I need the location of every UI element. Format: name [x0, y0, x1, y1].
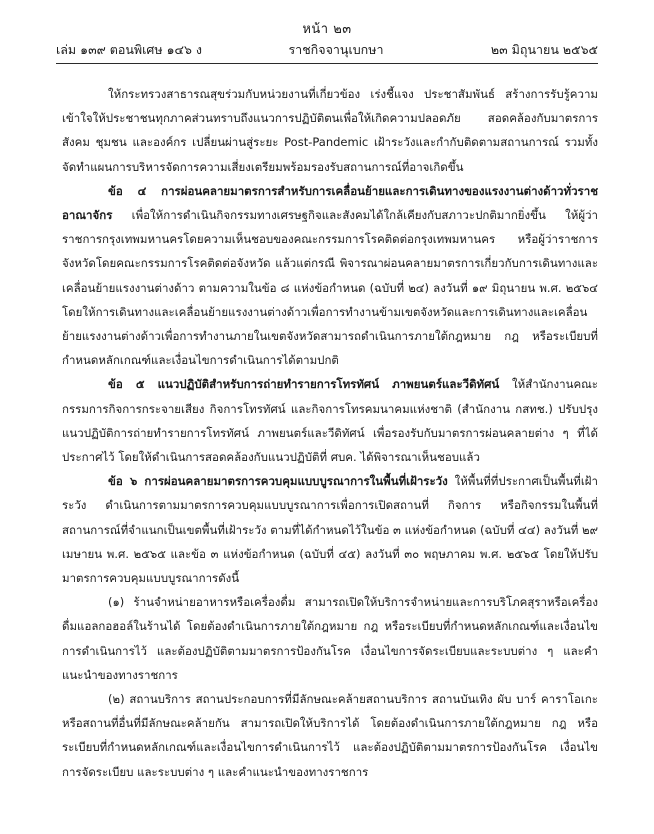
header-divider: [56, 63, 598, 64]
document-body: [62, 82, 598, 784]
section-6-title: ข้อ ๖ การผ่อนคลายมาตรการควบคุมแบบบูรณาการในพื้นที่เฝ้าระวัง: [108, 474, 448, 489]
header-publication: ราชกิจจานุเบกษา: [288, 42, 384, 57]
section-4: [62, 179, 598, 373]
page-number: หน้า ๒๓: [302, 22, 352, 37]
header-date: ๒๓ มิถุนายน ๒๕๖๕: [490, 42, 598, 57]
section-6-text: ให้พื้นที่ที่ประกาศเป็นพื้นที่เฝ้าระวัง ดำเนินการตามมาตรการควบคุมแบบบูรณาการเพื่อการเปิดสถานที่ กิจการ หรือกิจกรรมในพื้นที่สถานการณ์ที่จำแนกเป็นเขตพื้นที่เฝ้าระวัง ตามที่ได้กำหนดไว้ในข้อ ๓ แห่งข้อกำหนด (ฉบับที่ ๔๔) ลงวันที่ ๒๙ เมษายน พ.ศ. ๒๕๖๕ และข้อ ๓ แห่งข้อกำหนด (ฉบับที่ ๔๕) ลงวันที่ ๓๐ พฤษภาคม พ.ศ. ๒๕๖๕ โดยให้ปรับมาตรการควบคุมแบบบูรณาการดังนี้: [62, 474, 599, 586]
section-6-item-2: (๒) สถานบริการ สถานประกอบการที่มีลักษณะคล้ายสถานบริการ สถานบันเทิง ผับ บาร์ คาราโอเกะหรือสถานที่อื่นที่มีลักษณะคล้ายกัน สามารถเปิดให้บริการได้ โดยต้องดำเนินการภายใต้กฎหมาย กฎ หรือระเบียบที่กำหนดหลักเกณฑ์และเงื่อนไขการดำเนินการไว้ และต้องปฏิบัติตามมาตรการป้องกันโรค เงื่อนไขการจัดระเบียบ และระบบต่าง ๆ และคำแนะนำของทางราชการ: [62, 692, 598, 779]
section-6: [62, 469, 598, 590]
section-5: [62, 372, 598, 469]
header-volume-issue: เล่ม ๑๓๙ ตอนพิเศษ ๑๔๖ ง: [56, 42, 202, 57]
section-6-item-1: (๑) ร้านจำหน่ายอาหารหรือเครื่องดื่ม สามารถเปิดให้บริการจำหน่ายและการบริโภคสุราหรือเครื่องดื่มแอลกอฮอล์ในร้านได้ โดยต้องดำเนินการภายใต้กฎหมาย กฎ หรือระเบียบที่กำหนดหลักเกณฑ์และเงื่อนไขการดำเนินการไว้ และต้องปฏิบัติตามมาตรการป้องกันโรค เงื่อนไขการจัดระเบียบและระบบต่าง ๆ และคำแนะนำของทางราชการ: [62, 595, 598, 682]
section-5-title: ข้อ ๕ แนวปฏิบัติสำหรับการถ่ายทำรายการโทรทัศน์ ภาพยนตร์และวีดิทัศน์: [108, 377, 500, 392]
section-4-text: เพื่อให้การดำเนินกิจกรรมทางเศรษฐกิจและสังคมได้ใกล้เคียงกับสภาวะปกติมากยิ่งขึ้น ให้ผู้ว่าราชการกรุงเทพมหานครโดยความเห็นชอบของคณะกรรมการโรคติดต่อกรุงเทพมหานคร หรือผู้ว่าราชการจังหวัดโดยคณะกรรมการโรคติดต่อจังหวัด แล้วแต่กรณี พิจารณาผ่อนคลายมาตรการเกี่ยวกับการเดินทางและเคลื่อนย้ายแรงงานต่างด้าว ตามความในข้อ ๘ แห่งข้อกำหนด (ฉบับที่ ๒๔) ลงวันที่ ๑๙ มิถุนายน พ.ศ. ๒๕๖๔ โดยให้การเดินทางและเคลื่อนย้ายแรงงานต่างด้าวเพื่อการทำงานข้ามเขตจังหวัดและการเดินทางและเคลื่อนย้ายแรงงานต่างด้าวเพื่อการทำงานภายในเขตจังหวัดสามารถดำเนินการภายใต้กฎหมาย กฎ หรือระเบียบที่กำหนดหลักเกณฑ์และเงื่อนไขการดำเนินการได้ตามปกติ: [62, 208, 598, 368]
gazette-header: [56, 40, 598, 60]
paragraph-intro: ให้กระทรวงสาธารณสุขร่วมกับหน่วยงานที่เกี่ยวข้อง เร่งชี้แจง ประชาสัมพันธ์ สร้างการรับรู้ความเข้าใจให้ประชาชนทุกภาคส่วนทราบถึงแนวการปฏิบัติตนเพื่อให้เกิดความปลอดภัย สอดคล้องกับมาตรการสังคม ชุมชน และองค์กร เปลี่ยนผ่านสู่ระยะ Post-Pandemic เฝ้าระวังและกำกับติดตามสถานการณ์ รวมทั้งจัดทำแผนการบริหารจัดการความเสี่ยงเตรียมพร้อมรองรับสถานการณ์ที่อาจเกิดขึ้น: [62, 87, 598, 174]
section-4-title: ข้อ ๔ การผ่อนคลายมาตรการสำหรับการเคลื่อนย้ายและการเดินทางของแรงงานต่างด้าวทั่วราชอาณาจักร: [62, 183, 598, 223]
section-5-text: ให้สำนักงานคณะกรรมการกิจการกระจายเสียง กิจการโทรทัศน์ และกิจการโทรคมนาคมแห่งชาติ (สำนักงาน กสทช.) ปรับปรุงแนวปฏิบัติการถ่ายทำรายการโทรทัศน์ ภาพยนตร์และวีดิทัศน์ เพื่อรองรับกับมาตรการผ่อนคลายต่าง ๆ ที่ได้ประกาศไว้ โดยให้ดำเนินการสอดคล้องกับแนวปฏิบัติที่ ศบค. ได้พิจารณาเห็นชอบแล้ว: [62, 377, 598, 465]
